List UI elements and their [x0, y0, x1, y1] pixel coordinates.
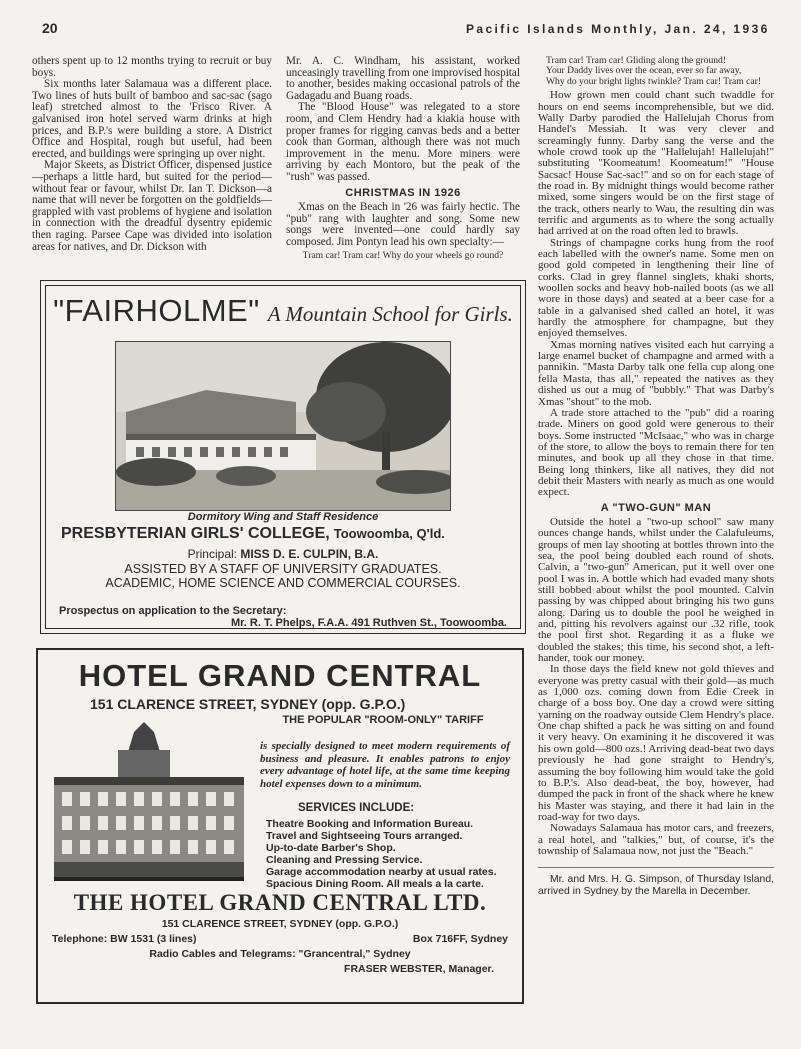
hotel-advertisement [36, 648, 524, 1004]
song-line: Why do your bright lights twinkle? Tram car! Tram car! [546, 75, 762, 87]
company-name: THE HOTEL GRAND CENTRAL LTD. [73, 890, 487, 915]
tariff-heading: THE POPULAR "ROOM-ONLY" TARIFF [282, 714, 484, 726]
paragraph: Six months later Salamaua was a different place. Two lines of huts built of bamboo and sac-sac (sago leaf) stretched almost to the 'Frisco River. A galvanised iron hotel served warm drinks at high prices, and B.P.'s were building a store. A District Office and Hospital, rough but useful, had been erected, and buildings were springing up over night. [32, 78, 272, 160]
services-list [266, 818, 512, 890]
principal-label: Principal: [187, 547, 237, 561]
paragraph: In those days the field knew not gold thieves and everyone was pretty casual with their gold—as much as 1,000 ozs. coming down from Edie Creek in charge of a boss boy. One day a crowd were sitting yarning on the roadway outside Clem Hendry's place. One chap shifted a pack he was sitting on and found it very heavy. On examining it he discovered it was his own gold—800 ozs.! Arriving dead-beat two days previously he had gone straight to Hendry's, assuming the boy following him would take the gold to B.P.'s. Also dead-beat, the boy, however, had dumped the pack in front of the shack where he knew his Master was staying, and there it had lain in the road-way for two days. [538, 663, 774, 823]
song-lyrics [538, 56, 774, 87]
masthead: Pacific Islands Monthly, Jan. 24, 1936 [466, 22, 770, 36]
college-name: PRESBYTERIAN GIRLS' COLLEGE, [61, 525, 330, 542]
principal-line [41, 547, 525, 561]
hotel-drawing [48, 722, 250, 882]
column-1-text [32, 56, 272, 253]
staff-line: ASSISTED BY A STAFF OF UNIVERSITY GRADUATES. [124, 562, 442, 576]
paragraph: Strings of champagne corks hung from the roof each labelled with the owner's name. Some men on good gold competed in lengthening their line of corks. Clad in grey flannel singlets, khaki shorts, woollen socks and heavy hob-nailed boots (as we all wore in those days) and seated at a beer case for a table in a galvanised shed called an hotel, it was hardly the atmosphere for champagne, but they enjoyed themselves. [538, 236, 774, 340]
college-name-line [61, 525, 505, 543]
page-header [0, 0, 801, 44]
column-3-text [538, 56, 774, 897]
service-item: Garage accommodation nearby at usual rates. [266, 866, 497, 878]
prospectus-line: Prospectus on application to the Secretary: [59, 605, 287, 617]
service-item: Theatre Booking and Information Bureau. [266, 818, 474, 830]
fairholme-advertisement [40, 280, 526, 634]
company-address: 151 CLARENCE STREET, SYDNEY (opp. G.P.O.) [161, 918, 399, 930]
services-heading: SERVICES INCLUDE: [298, 802, 415, 814]
paragraph: A trade store attached to the "pub" did a roaring trade. Miners on good gold were generous to their boys. Some instructed "McIsaac," who was in charge of the store, to allow the boys to remain there for ten minutes, and book up all they chose in that time. Being long thinkers, like all natives, they did not debit their Masters with nearly as much as one would expect. [538, 406, 774, 499]
service-item: Up-to-date Barber's Shop. [266, 842, 396, 854]
courses-line: ACADEMIC, HOME SCIENCE AND COMMERCIAL COURSES. [105, 576, 461, 590]
page-number: 20 [42, 20, 58, 36]
song-line: Your Daddy lives over the ocean, ever so far away, [546, 65, 742, 77]
photo-caption: Dormitory Wing and Staff Residence [187, 511, 379, 523]
song-line: Tram car! Tram car! Gliding along the ground! [546, 55, 727, 66]
hotel-name: HOTEL GRAND CENTRAL [78, 658, 482, 693]
service-item: Travel and Sightseeing Tours arranged. [266, 830, 463, 842]
paragraph: Mr. A. C. Windham, his assistant, worked unceasingly travelling from one improvised hospital to another, besides making occasional patrols of the Gadagadu and Buang roads. [286, 55, 520, 102]
principal-name: MISS D. E. CULPIN, B.A. [240, 547, 379, 561]
paragraph: How grown men could chant such twaddle for hours on end seems incomprehensible, but we did. Wally Darby parodied the Hallelujah Chorus from Handel's Messiah. It was very clever and screamingly funny. Darby sang the verse and the whole crowd took up the "Hallelujah! Hallelujah!" substituting "Koomeatum! Koomeatum!" "House Sacsac! House Sac-sac!" and so on for each stage of the road in. By midnight things would become rather mixed, some singers would be on the first stage of the track, others nearly to Wau, the resulting din was terrific and arguments as to where the song actually had arrived at on the road often led to brawls. [538, 89, 774, 238]
service-item: Cleaning and Pressing Service. [266, 854, 423, 866]
paragraph: Major Skeets, as District Officer, dispensed justice—perhaps a little hard, but suited for the period—without fear or favour, whilst Dr. Ian T. Dickson—a name that will never be forgotten on the goldfields—grappled with vast problems of hygiene and isolation in connection with the dreadful dysentry epidemic then raging. Parsee Cape was divided into isolation areas for natives, and Dr. Dickson with [32, 159, 272, 253]
news-note: Mr. and Mrs. H. G. Simpson, of Thursday Island, arrived in Sydney by the Marella in December. [538, 874, 774, 897]
paragraph: The "Blood House" was relegated to a store room, and Clem Hendry had a kiakia house with proper frames for rigging canvas beds and a better cook than Gorman, although there was not much improvement in the menu. More miners were arriving by each Montoro, but the peak of the "rush" was passed. [286, 101, 520, 183]
section-heading: A "TWO-GUN" MAN [600, 501, 712, 514]
secretary-line: Mr. R. T. Phelps, F.A.A. 491 Ruthven St., Toowoomba. [230, 617, 507, 629]
ad-heading [41, 293, 525, 329]
photo-illustration [116, 342, 450, 510]
hotel-building-illustration [48, 722, 250, 882]
post-box: Box 716FF, Sydney [412, 933, 508, 945]
school-tagline: A Mountain School for Girls. [267, 302, 513, 326]
song-lyric: Tram car! Tram car! Why do your wheels go round? [302, 249, 504, 261]
tariff-description: is specially designed to meet modern requirements of business and pleasure. It enables patrons to enjoy every advantage of hotel life, at the same time keeping hotel expenses down to a minimum. [260, 740, 510, 790]
paragraph: Nowadays Salamaua has motor cars, and freezers, a real hotel, and "talkies," but, of course, it's the township of Salamaua now, not just the "Beach." [538, 822, 774, 857]
paragraph: others spent up to 12 months trying to recruit or buy boys. [32, 55, 272, 79]
divider [538, 867, 774, 868]
hotel-address: 151 CLARENCE STREET, SYDNEY (opp. G.P.O.) [90, 696, 406, 712]
cables-line: Radio Cables and Telegrams: "Grancentral," Sydney [149, 948, 411, 960]
school-name: "FAIRHOLME" [53, 293, 260, 328]
column-2-text [286, 56, 520, 261]
paragraph: Xmas morning natives visited each hut carrying a large enamel bucket of champagne and armed with a pannikin. "Masta Darby talk one fella cup along one fella Masta, thas all," repeated the natives as they dished us out a mug of "bubbly." That was Darby's Xmas "shout" to the mob. [538, 338, 774, 408]
paragraph: Xmas on the Beach in '26 was fairly hectic. The "pub" rang with laughter and song. Some new songs were invented—one could hardly say composed. Jim Pontyn lead his own specialty:— [286, 201, 520, 248]
service-item: Spacious Dining Room. All meals a la carte. [266, 878, 484, 890]
college-location: Toowoomba, Q'ld. [333, 526, 445, 541]
section-heading: CHRISTMAS IN 1926 [345, 186, 461, 199]
telephone: Telephone: BW 1531 (3 lines) [52, 933, 197, 945]
paragraph: Outside the hotel a "two-up school" saw many ounces change hands, whilst under the Calafuleums, groups of men lay shooting at bottles thrown into the sea, the pool being doubled each round of shots. Calvin, a "two-gun" American, put it well over one pool I was in. A bottle which had evaded many shots still bobbed about whilst the pool mounted. Calvin passing by was chipped about bringing his two guns along. Daring us to double the pool he weighed in and, pitting his revolvers against our .32 rifle, took the pool first shot. Regarding it as a fluke we doubled the stakes; this time, his second shot, a left-hander, took our money. [538, 515, 774, 665]
manager-line: FRASER WEBSTER, Manager. [344, 963, 494, 975]
school-building-photo [115, 341, 451, 511]
